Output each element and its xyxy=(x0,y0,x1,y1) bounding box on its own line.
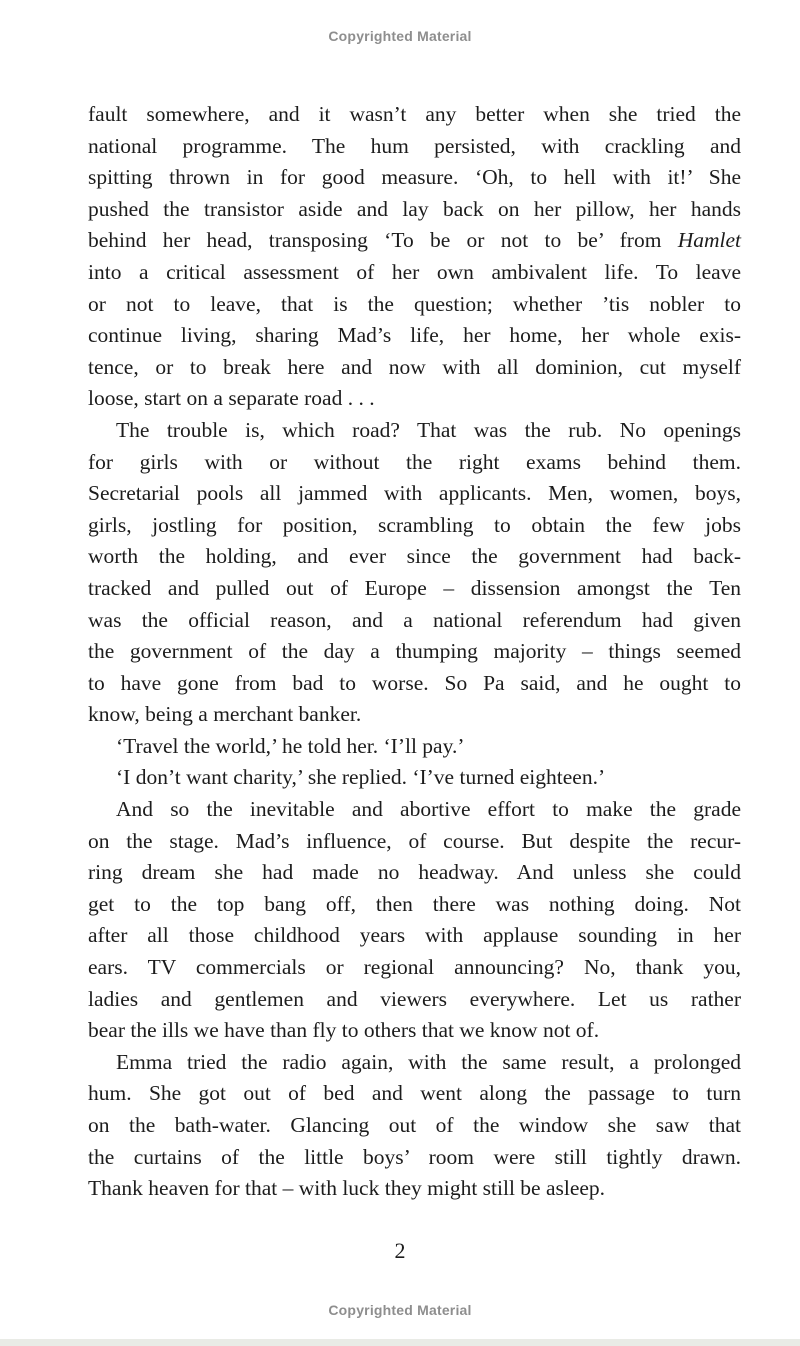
text-line xyxy=(88,1173,741,1205)
text-segment: continue living, sharing Mad’s life, her home, her whole exis- xyxy=(88,323,741,348)
text-line xyxy=(88,952,741,984)
text-line xyxy=(88,162,741,194)
text-segment: Secretarial pools all jammed with applicants. Men, women, boys, xyxy=(88,481,741,506)
text-segment: girls, jostling for position, scrambling to obtain the few jobs xyxy=(88,512,741,537)
text-segment: ‘Travel the world,’ he told her. ‘I’ll pay.’ xyxy=(116,733,465,758)
paragraph xyxy=(88,1047,741,1205)
text-segment: was the official reason, and a national referendum had given xyxy=(88,607,741,632)
text-line xyxy=(88,257,741,289)
text-segment: The trouble is, which road? That was the rub. No openings xyxy=(116,417,741,442)
text-segment: hum. She got out of bed and went along the passage to turn xyxy=(88,1081,741,1106)
text-segment: ‘I don’t want charity,’ she replied. ‘I’ve turned eighteen.’ xyxy=(116,765,606,790)
copyright-footer: Copyrighted Material xyxy=(328,1302,472,1318)
text-segment: national programme. The hum persisted, with crackling and xyxy=(88,133,741,158)
paragraph xyxy=(88,415,741,731)
paragraph xyxy=(88,99,741,415)
text-line xyxy=(88,699,741,731)
text-segment: on the bath-water. Glancing out of the window she saw that xyxy=(88,1113,741,1137)
text-line xyxy=(88,478,741,510)
text-line xyxy=(88,1047,741,1079)
copyright-header: Copyrighted Material xyxy=(328,28,472,44)
text-line xyxy=(88,447,741,479)
text-segment: loose, start on a separate road . . . xyxy=(88,386,375,411)
text-line xyxy=(88,1142,741,1174)
text-segment: or not to leave, that is the question; whether ’tis nobler to xyxy=(88,291,741,316)
text-line xyxy=(88,289,741,321)
text-line xyxy=(88,857,741,889)
text-segment: spitting thrown in for good measure. ‘Oh, to hell with it!’ She xyxy=(88,165,741,190)
text-line xyxy=(88,131,741,163)
text-segment: tracked and pulled out of Europe – dissension amongst the Ten xyxy=(88,575,741,600)
text-segment: bear the ills we have than fly to others that we know not of. xyxy=(88,1018,600,1043)
text-segment: on the stage. Mad’s influence, of course. But despite the recur- xyxy=(88,828,741,853)
text-segment: get to the top bang off, then there was nothing doing. Not xyxy=(88,891,741,916)
text-line xyxy=(88,984,741,1016)
page-number: 2 xyxy=(394,1238,406,1263)
text-block xyxy=(88,99,741,1205)
text-line xyxy=(88,99,741,131)
text-segment: the government of the day a thumping majority – things seemed xyxy=(88,639,741,664)
text-line xyxy=(88,383,741,415)
text-line xyxy=(88,541,741,573)
text-line xyxy=(88,352,741,384)
text-line xyxy=(88,668,741,700)
text-segment: worth the holding, and ever since the government had back- xyxy=(88,544,741,569)
paragraph xyxy=(88,794,741,1047)
text-line xyxy=(88,826,741,858)
text-segment: tence, or to break here and now with all dominion, cut myself xyxy=(88,354,741,379)
text-segment: Emma tried the radio again, with the same result, a prolonged xyxy=(116,1049,741,1074)
text-line xyxy=(88,731,741,763)
text-segment: fault somewhere, and it wasn’t any better when she tried the xyxy=(88,102,741,126)
text-segment: to have gone from bad to worse. So Pa said, and he ought to xyxy=(88,670,741,695)
text-line xyxy=(88,605,741,637)
text-line xyxy=(88,415,741,447)
text-segment: ladies and gentlemen and viewers everywhere. Let us rather xyxy=(88,986,741,1011)
text-segment: pushed the transistor aside and lay back on her pillow, her hands xyxy=(88,196,741,221)
text-line xyxy=(88,510,741,542)
text-line xyxy=(88,1110,741,1142)
text-line xyxy=(88,194,741,226)
text-segment: Thank heaven for that – with luck they might still be asleep. xyxy=(88,1176,606,1201)
text-segment: ring dream she had made no headway. And unless she could xyxy=(88,860,741,885)
text-segment: behind her head, transposing ‘To be or not to be’ from xyxy=(88,228,678,253)
text-segment: for girls with or without the right exams behind them. xyxy=(88,449,741,474)
text-line xyxy=(88,1078,741,1110)
text-segment: ears. TV commercials or regional announcing? No, thank you, xyxy=(88,955,741,980)
text-line xyxy=(88,1015,741,1047)
text-segment: the curtains of the little boys’ room were still tightly drawn. xyxy=(88,1144,741,1169)
italic-text: Hamlet xyxy=(677,228,741,253)
text-segment: And so the inevitable and abortive effort to make the grade xyxy=(116,797,741,822)
text-segment: into a critical assessment of her own ambivalent life. To leave xyxy=(88,259,741,284)
text-segment: know, being a merchant banker. xyxy=(88,702,362,727)
text-line xyxy=(88,225,741,257)
scan-edge-artifact xyxy=(0,1339,800,1346)
text-line xyxy=(88,320,741,352)
text-line xyxy=(88,920,741,952)
text-line xyxy=(88,573,741,605)
paragraph xyxy=(88,762,741,794)
text-line xyxy=(88,889,741,921)
paragraph xyxy=(88,731,741,763)
text-line xyxy=(88,794,741,826)
text-segment: after all those childhood years with applause sounding in her xyxy=(88,923,741,948)
text-line xyxy=(88,762,741,794)
text-line xyxy=(88,636,741,668)
